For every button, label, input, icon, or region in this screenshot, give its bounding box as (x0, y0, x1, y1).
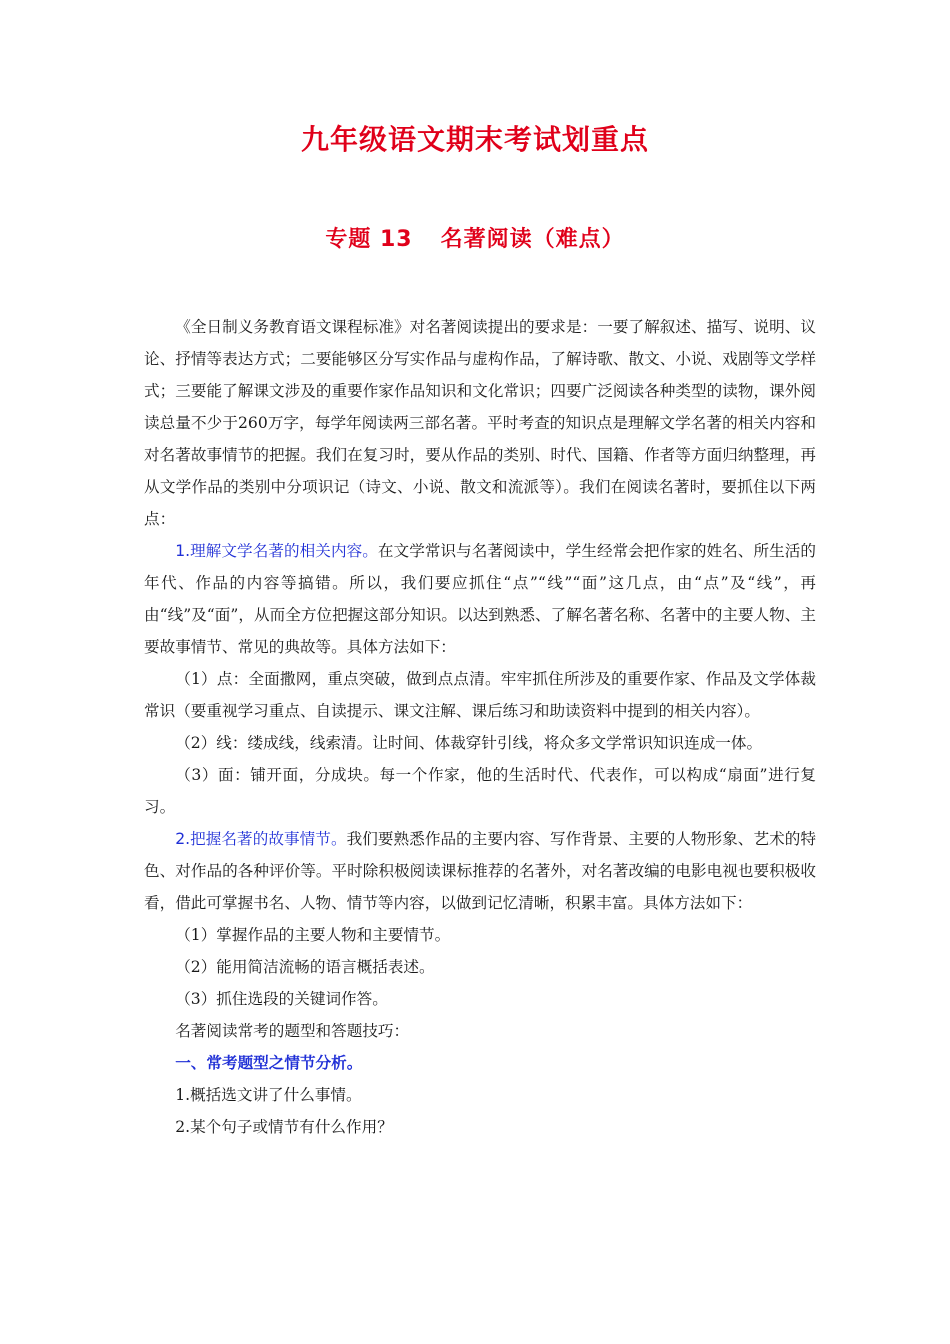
skills-intro: 名著阅读常考的题型和答题技巧： (175, 1022, 410, 1040)
point2-text: 我们要熟悉作品的主要内容、写作背景、主要的人物形象、艺术的特色、对作品的各种评价等。平时除积极阅读课标推荐的名著外，对名著改编的电影电视也要积极收看，借此可掌握书名、人物、情节等内容，以做到记忆清晰，积累丰富。具体方法如下： (144, 830, 816, 912)
subtitle-name: 名著阅读（难点） (440, 227, 625, 252)
point1-method-2: （2）线：缕成线，线索清。让时间、体裁穿针引线，将众多文学常识知识连成一体。 (175, 734, 763, 752)
point1-method-1: （1）点：全面撒网，重点突破，做到点点清。牢牢抓住所涉及的重要作家、作品及文学体裁常识（要重视学习重点、自读提示、课文注解、课后练习和助读资料中提到的相关内容）。 (144, 670, 816, 720)
point2-paragraph (144, 823, 816, 919)
section-heading-text: 一、常考题型之情节分析。 (175, 1054, 363, 1072)
point2-method-2: （2）能用简洁流畅的语言概括表述。 (175, 958, 435, 976)
point2-heading: 2.把握名著的故事情节。 (175, 830, 347, 848)
point2-method-3: （3）抓住选段的关键词作答。 (175, 990, 388, 1008)
section-subtitle (0, 222, 950, 253)
subtitle-number: 专题 13 (325, 227, 413, 252)
page-title: 九年级语文期末考试划重点 (300, 123, 649, 156)
question-2: 2.某个句子或情节有什么作用？ (175, 1118, 393, 1136)
point1-method-3: （3）面：铺开面，分成块。每一个作家，他的生活时代、代表作，可以构成“扇面”进行复习。 (144, 766, 816, 816)
point2-method-1: （1）掌握作品的主要人物和主要情节。 (175, 926, 451, 944)
point1-text: 在文学常识与名著阅读中，学生经常会把作家的姓名、所生活的年代、作品的内容等搞错。所以，我们要应抓住“点”“线”“面”这几点，由“点”及“线”，再由“线”及“面”，从而全方位把握这部分知识。以达到熟悉、了解名著名称、名著中的主要人物、主要故事情节、常见的典故等。具体方法如下： (144, 542, 816, 656)
intro-paragraph: 《全日制义务教育语文课程标准》对名著阅读提出的要求是：一要了解叙述、描写、说明、议论、抒情等表达方式；二要能够区分写实作品与虚构作品，了解诗歌、散文、小说、戏剧等文学样式；三要能了解课文涉及的重要作家作品知识和文化常识；四要广泛阅读各种类型的读物，课外阅读总量不少于260万字，每学年阅读两三部名著。平时考查的知识点是理解文学名著的相关内容和对名著故事情节的把握。我们在复习时，要从作品的类别、时代、国籍、作者等方面归纳整理，再从文学作品的类别中分项识记（诗文、小说、散文和流派等）。我们在阅读名著时，要抓住以下两点： (144, 318, 816, 528)
point1-heading: 1.理解文学名著的相关内容。 (175, 542, 378, 560)
point1-paragraph (144, 535, 816, 663)
document-body (144, 311, 816, 1143)
section-heading-1 (144, 1047, 816, 1079)
question-1: 1.概括选文讲了什么事情。 (175, 1086, 362, 1104)
